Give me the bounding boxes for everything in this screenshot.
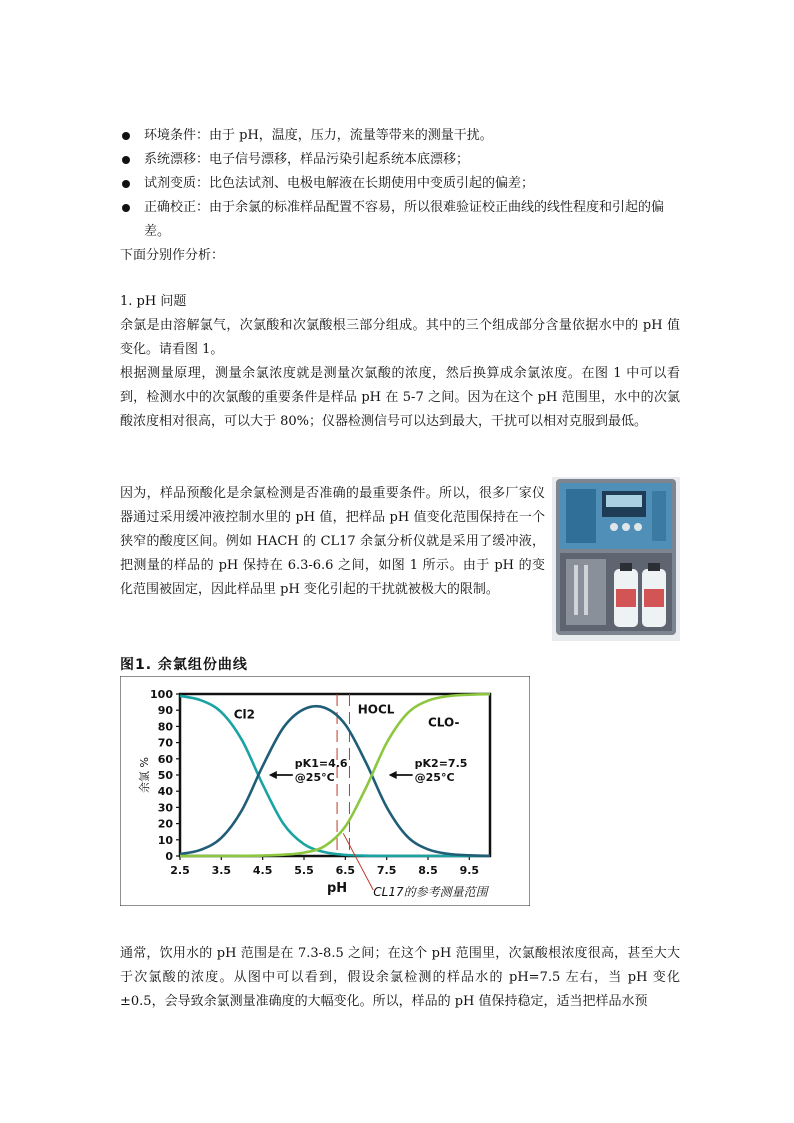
paragraph-principle: 根据测量原理，测量余氯浓度就是测量次氯酸的浓度，然后换算成余氯浓度。在图 1 中可以看到，检测水中的次氯酸的重要条件是样品 pH 在 5-7 之间。因为在这个 pH 范围里，水中的次氯酸浓度相对很高，可以大于 80%；仪器检测信号可以达到最大，干扰可以相对克服到最低。 xyxy=(120,366,680,429)
bullet-dot-icon xyxy=(122,156,130,164)
bullet-dot-icon xyxy=(122,204,130,212)
analyzer-device-image xyxy=(552,477,680,641)
x-tick-label: 4.5 xyxy=(252,864,273,877)
pk-annotation-label: pK1=4.6 xyxy=(294,757,348,770)
x-axis-label: pH xyxy=(326,881,348,896)
x-tick-label: 6.5 xyxy=(335,864,356,877)
pk-annotation-temp: @25°C xyxy=(294,771,335,784)
y-tick-label: 40 xyxy=(157,785,173,799)
bullet-text: 正确校正：由于余氯的标准样品配置不容易，所以很难验证校正曲线的线性程度和引起的偏差。 xyxy=(144,200,665,239)
y-tick-label: 10 xyxy=(157,833,173,847)
bullet-list xyxy=(120,124,680,244)
y-tick-label: 80 xyxy=(157,720,173,734)
paragraph-buffer: 因为，样品预酸化是余氯检测是否准确的最重要条件。所以，很多厂家仪器通过采用缓冲液控制水里的 pH 值，把样品 pH 值变化范围保持在一个狭窄的酸度区间。例如 HACH 的 CL17 余氯分析仪就是采用了缓冲液，把测量的样品的 pH 保持在 6.3-6.6 之间，如图 1 所示。由于 pH 的变化范围被固定，因此样品里 pH 变化引起的干扰就被极大的限制。 xyxy=(120,486,545,597)
list-item xyxy=(120,196,680,244)
figure-title: 图1. 余氯组份曲线 xyxy=(120,657,248,673)
x-tick-label: 7.5 xyxy=(376,864,397,877)
x-tick-label: 8.5 xyxy=(418,864,438,877)
series-label: CLO- xyxy=(428,715,460,730)
x-tick-label: 2.5 xyxy=(170,864,190,877)
bullet-dot-icon xyxy=(122,180,130,188)
list-item xyxy=(120,148,680,172)
series-label: HOCL xyxy=(357,702,395,717)
range-annotation-label: CL17的参考测量范围 xyxy=(373,885,488,899)
y-tick-label: 30 xyxy=(157,801,173,815)
paragraph-composition: 余氯是由溶解氯气，次氯酸和次氯酸根三部分组成。其中的三个组成部分含量依据水中的 pH 值变化。请看图 1。 xyxy=(120,318,680,357)
bullet-dot-icon xyxy=(122,132,130,140)
paragraph-drinking-water: 通常，饮用水的 pH 范围是在 7.3-8.5 之间；在这个 pH 范围里，次氯酸根浓度很高，甚至大大于次氯酸的浓度。从图中可以看到，假设余氯检测的样品水的 pH=7.5 左右，当 pH 变化±0.5，会导致余氯测量准确度的大幅变化。所以，样品的 pH 值保持稳定，适当把样品水预 xyxy=(120,946,680,1009)
x-tick-label: 5.5 xyxy=(294,864,314,877)
section-heading: 1. pH 问题 xyxy=(120,294,187,309)
list-item xyxy=(120,172,680,196)
intro-text: 下面分别作分析： xyxy=(120,248,225,263)
pk-annotation-label: pK2=7.5 xyxy=(414,757,468,770)
y-tick-label: 90 xyxy=(157,704,173,718)
y-tick-label: 100 xyxy=(150,688,173,701)
bullet-text: 试剂变质：比色法试剂、电极电解液在长期使用中变质引起的偏差； xyxy=(144,176,535,191)
x-tick-label: 9.5 xyxy=(459,864,480,877)
y-tick-label: 60 xyxy=(157,752,173,766)
y-tick-label: 0 xyxy=(165,850,173,863)
y-tick-label: 50 xyxy=(157,769,173,782)
chlorine-species-chart xyxy=(120,676,530,906)
list-item xyxy=(120,124,680,148)
y-tick-label: 70 xyxy=(157,736,173,750)
series-label: Cl2 xyxy=(233,707,256,722)
bullet-text: 系统漂移：电子信号漂移，样品污染引起系统本底漂移； xyxy=(144,152,470,167)
y-axis-label: 余氯 % xyxy=(138,757,151,793)
x-tick-label: 3.5 xyxy=(211,864,232,877)
bullet-text: 环境条件：由于 pH，温度，压力，流量等带来的测量干扰。 xyxy=(144,128,493,143)
y-tick-label: 20 xyxy=(157,817,173,831)
pk-annotation-temp: @25°C xyxy=(414,771,455,784)
